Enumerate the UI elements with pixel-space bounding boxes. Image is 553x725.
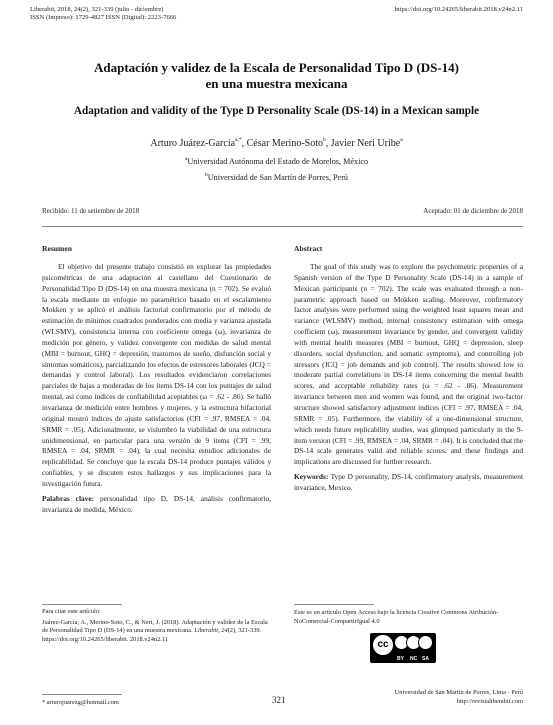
affiliation-b-sup: b [204,172,208,178]
page-number: 321 [272,695,286,705]
cc-logo-icon: cc [372,634,394,656]
publisher-info [395,689,523,706]
affiliation-a [30,157,523,166]
keywords [294,472,523,494]
abstract-heading: Abstract [294,244,323,253]
author-1-sup: a,* [235,137,242,143]
title-spanish-line2: en una muestra mexicana [205,75,348,91]
keywords-text: Type D personality, DS-14, confirmatory analysis, measurement invariance, Mexico. [294,472,523,492]
corresponding-email[interactable]: * arturojuarezg@hotmail.com [42,699,119,706]
badge-nc-label: NC [410,656,418,662]
creative-commons-badge[interactable] [370,633,436,663]
palabras-clave-text: personalidad tipo D, DS-14, análisis confirmatorio, invarianza de medida, México. [42,493,271,514]
doi-link[interactable]: https://doi.org/10.24265/liberabit.2018.v24n2.11 [394,6,523,13]
title-spanish [30,60,523,91]
top-divider [42,226,523,227]
badge-by-label: BY [397,656,404,662]
affiliation-a-text: Universidad Autónoma del Estado de Morelos, México [187,157,369,166]
accepted-date: Aceptado: 01 de diciembre de 2018 [423,207,523,215]
citation-journal: Liberabit, 24 [194,627,228,635]
author-3-sup: a [400,137,403,143]
citation-block [42,608,274,644]
author-2-sup: b [323,137,326,143]
publisher-university: Universidad de San Martín de Porres, Lima - Perú [394,689,523,696]
journal-issue: Liberabit, 2018, 24(2), 321-339 (julio - diciembre) [30,6,164,13]
author-3: , Javier Neri Uribe [325,138,401,149]
citation-text-1: Juárez-García, A., Merino-Soto, C., & Neri, J. (2018). Adaptación y validez de la Escala de Personalidad Tipo D (DS-14) en una muestra mexicana. [42,618,268,635]
palabras-clave-label: Palabras clave: [42,493,95,503]
journal-issn: ISSN (Impreso): 1729-4827 ISSN (Digital): 2223-7666 [30,14,177,21]
badge-sa-label: SA [422,656,429,662]
resumen-body [42,262,271,490]
title-spanish-line1: Adaptación y validez de la Escala de Personalidad Tipo D (DS-14) [94,60,459,75]
author-1: Arturo Juárez-García [150,138,236,149]
abstract-section [294,244,523,494]
affiliation-b-text: Universidad de San Martín de Porres, Perú [207,173,349,182]
palabras-clave [42,494,271,516]
affiliation-b [30,173,523,182]
keywords-label: Keywords: [294,472,329,482]
sa-share-icon [418,635,433,650]
received-date: Recibido: 11 de setiembre de 2018 [42,207,140,215]
resumen-heading: Resumen [42,244,72,253]
author-list [30,138,523,149]
resumen-section [42,244,271,515]
title-english: Adaptation and validity of the Type D Personality Scale (DS-14) in a Mexican sample [73,105,480,117]
publisher-url[interactable]: http://revistaliberabit.com [456,697,523,705]
citation-divider [42,604,122,605]
author-2: , César Merino-Soto [241,138,324,149]
resumen-text: El objetivo del presente trabajo consistió en explorar las propiedades psicométricas de una adaptación al castellano del Cuestionario de Personalidad Tipo D (DS-14) en una muestra mexicana (n = 702). Se evaluó la escala mediante un enfoque no paramétrico basado en el escalamiento Mokken y se aplicó el análisis factorial confirmatorio por el método de estimación de mínimos cuadrados ponderados con media y varianza ajustada (WLSMV), consistencia interna con coeficiente omega (ω), invarianza de medición por género, y validez convergente con medidas de salud mental (MBI = burnout, GHQ = depresión, trastornos de sueño, disfunción social y síntomas somáticos), parcializando los efectos de estresores laborales (JCQ = demandas y control laboral). Los resultados evidenciaron correlaciones parciales de bajas a moderadas de los ítems DS-14 con los puntajes de salud mental, así como índices de confiabilidad aceptables (ω = .62 - .86). Se halló invarianza de medición entre hombres y mujeres, y la estructura bifactorial original mostró índices de ajuste satisfactorios (CFI = .97, RMSEA = .04, SRMR = .05). Adicionalmente, se vislumbró la viabilidad de una estructura unidimensional, en particular para una versión de 9 ítems (CFI = .99, RMSEA = .04, SRMR = .04), la cual necesita estudios adicionales de replicabilidad. Se concluye que la escala DS-14 produce puntajes válidos y confiables, y se discuten estos hallazgos y sus implicaciones para la investigación futura. [42,262,271,488]
license-divider [294,604,374,605]
journal-header [30,6,176,22]
abstract-body [294,262,523,468]
citation-label: Para citar este artículo: [42,608,101,615]
citation-text [42,619,274,645]
citation-text-2: (2), 321-339. https://doi.org/10.24265/liberabit. 2018.v24n2.11 [42,627,262,643]
license-text: Este es un artículo Open Access bajo la licencia Creative Commons Atribución-NoComercial-CompartirIgual 4.0 [294,609,499,625]
footnote-divider [42,694,122,695]
affiliation-a-sup: a [184,156,188,162]
abstract-text: The goal of this study was to explore the psychometric properties of a Spanish version of the Type D Personality Scale (DS-14) in a sample of Mexican participants (n = 702). The scale was evaluated through a non-parametric approach based on Mokken scaling. Moreover, confirmatory factor analyses were performed using the weighted least squares mean and variance (WLSMV) method, internal consistency estimation with omega coefficient (ω), measurement invariance by gender, and convergent validity with mental health measures (MBI = burnout, GHQ = depression, sleep disorders, social dysfunction, and somatic symptoms), and controlling job stressors (JCQ = job demands and job control). The results showed low to moderate partial correlations in DS-14 items concerning the mental health scores, and acceptable reliability rates (ω = .62 - .86). Measurement invariance between men and women was found, and the original two-factor structure showed satisfactory adjustment indices (CFI = .97, RMSEA = .04, SRMR = .05). Furthermore, the viability of a one-dimensional structure, which needs future replicability studies, was glimpsed particularly in the 9-item version (CFI = .99, RMSEA = .04, SRMR = .04). It is concluded that the DS-14 scale generates valid and reliable scores, and these findings and implications are discussed for further research. [294,262,523,467]
